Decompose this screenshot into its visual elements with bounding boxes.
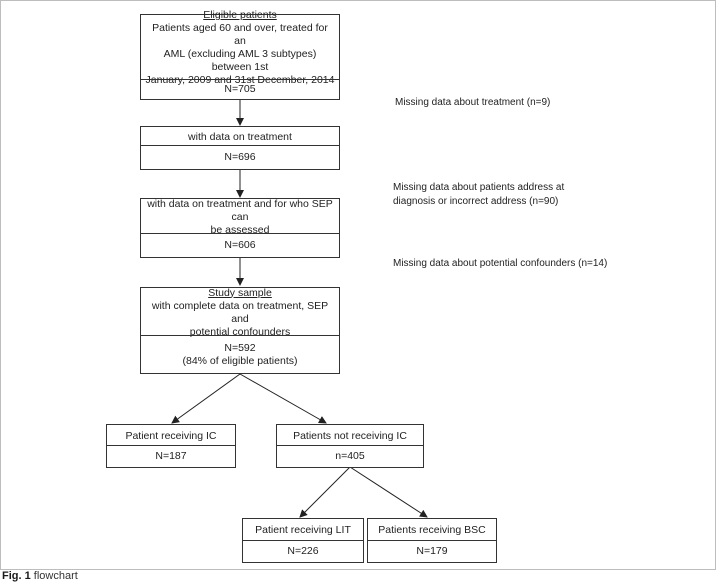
eligible-patients-count: N=705 xyxy=(224,83,256,95)
note-missing-treatment: Missing data about treatment (n=9) xyxy=(395,97,551,108)
figure-caption xyxy=(2,569,78,583)
eligible-patients-line-3: January, 2009 and 31st December, 2014 xyxy=(145,74,335,86)
receiving-bsc-label: Patients receiving BSC xyxy=(378,524,486,536)
receiving-ic-count: N=187 xyxy=(155,450,187,462)
eligible-patients-count-cell xyxy=(141,79,339,99)
receiving-lit-count-cell xyxy=(243,540,363,562)
sep-data-description xyxy=(141,199,339,235)
not-receiving-ic-label: Patients not receiving IC xyxy=(293,429,407,442)
treatment-data-count-cell xyxy=(141,145,339,169)
sep-data-line-2: be assessed xyxy=(210,223,270,236)
figure-caption-label: Fig. 1 xyxy=(2,570,31,582)
receiving-bsc-count-cell xyxy=(368,540,496,562)
receiving-lit-description xyxy=(243,519,363,542)
receiving-lit-box xyxy=(242,518,364,563)
study-sample-line-1: with complete data on treatment, SEP and xyxy=(151,299,329,325)
receiving-ic-count-cell xyxy=(107,445,235,467)
treatment-data-label: with data on treatment xyxy=(188,130,292,143)
note-missing-address-line-2: diagnosis or incorrect address (n=90) xyxy=(393,196,559,207)
receiving-ic-label: Patient receiving IC xyxy=(125,429,217,442)
receiving-ic-description xyxy=(107,425,235,447)
sep-data-box xyxy=(140,198,340,258)
eligible-patients-line-2: AML (excluding AML 3 subtypes) between 1st xyxy=(163,48,317,73)
receiving-bsc-description xyxy=(368,519,496,542)
study-sample-percent: (84% of eligible patients) xyxy=(182,354,298,367)
treatment-data-count: N=696 xyxy=(224,151,256,163)
receiving-bsc-box xyxy=(367,518,497,563)
figure-caption-text: flowchart xyxy=(30,570,78,582)
receiving-ic-box xyxy=(106,424,236,468)
study-sample-description xyxy=(141,288,339,337)
receiving-bsc-count: N=179 xyxy=(416,545,448,557)
receiving-lit-label: Patient receiving LIT xyxy=(255,524,351,536)
sep-data-line-1: with data on treatment and for who SEP can xyxy=(147,197,333,223)
study-sample-count-cell xyxy=(141,335,339,373)
study-sample-line-2: potential confounders xyxy=(189,325,291,338)
note-missing-address-line-1: Missing data about patients address at xyxy=(393,182,565,193)
treatment-data-description xyxy=(141,127,339,147)
eligible-patients-title: Eligible patients xyxy=(203,9,277,21)
note-missing-confounders: Missing data about potential confounders (n=14) xyxy=(393,258,608,269)
sep-data-count-cell xyxy=(141,233,339,257)
receiving-lit-count: N=226 xyxy=(287,545,319,557)
study-sample-box xyxy=(140,287,340,374)
not-receiving-ic-count: n=405 xyxy=(335,450,365,462)
eligible-patients-box xyxy=(140,9,340,100)
eligible-patients-description xyxy=(141,9,339,86)
sep-data-count: N=606 xyxy=(224,239,256,251)
study-sample-title: Study sample xyxy=(208,286,272,299)
treatment-data-box xyxy=(140,126,340,170)
not-receiving-ic-count-cell xyxy=(277,445,423,467)
not-receiving-ic-description xyxy=(277,425,423,447)
not-receiving-ic-box xyxy=(276,424,424,468)
study-sample-count: N=592 xyxy=(224,341,256,354)
eligible-patients-line-1: Patients aged 60 and over, treated for an xyxy=(152,22,328,47)
